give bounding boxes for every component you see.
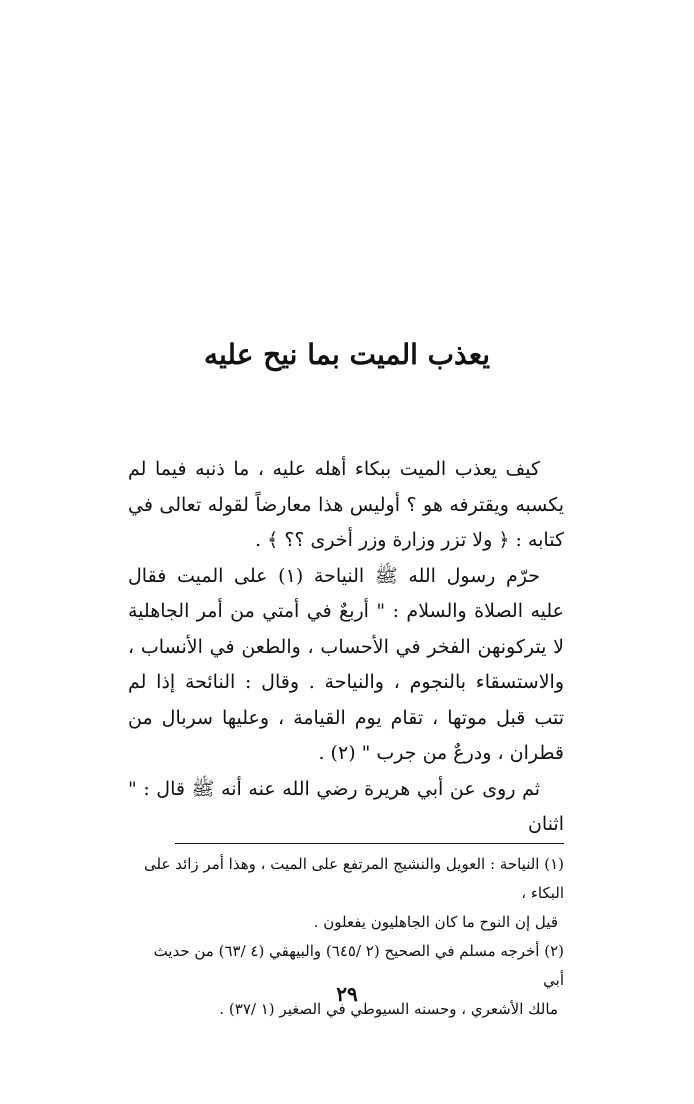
main-body [128, 452, 564, 843]
footnote-1-line-2: قيل إن النوح ما كان الجاهليون يفعلون . [313, 913, 558, 931]
paragraph-question: كيف يعذب الميت ببكاء أهله عليه ، ما ذنبه فيما لم يكسبه ويقترفه هو ؟ أوليس هذا معارضاً لقوله تعالى في كتابه : ﴿ ولا تزر وزارة وزر أخرى ؟؟ ﴾ . [128, 458, 564, 551]
footnote-divider [175, 843, 564, 844]
footnote-2-line-1: (٢) أخرجه مسلم في الصحيح (٢ /٦٤٥) والبيهقي (٤ /٦٣) من حديث أبي [153, 942, 564, 989]
paragraph-continuation: ثم روى عن أبي هريرة رضي الله عنه أنه ﷺ قال : " اثنان [128, 777, 564, 835]
footnote-1-line-1: (١) النياحة : العويل والنشيج المرتفع على الميت ، وهذا أمر زائد على البكاء ، [144, 855, 564, 902]
paragraph-hadith: حرّم رسول الله ﷺ النياحة (١) على الميت فقال عليه الصلاة والسلام : " أربعٌ في أمتي من أمر الجاهلية لا يتركونهن الفخر في الأحساب ، والطعن في الأنساب ، والاستسقاء بالنجوم ، والنياحة . وقال : النائحة إذا لم تتب قبل موتها ، تقام يوم القيامة ، وعليها سربال من قطران ، ودرعٌ من جرب " (٢) . [128, 564, 564, 764]
section-title: يعذب الميت بما نيح عليه [203, 338, 491, 371]
page-number: ٢٩ [336, 982, 358, 1006]
footnote-2-line-2: مالك الأشعري ، وحسنه السيوطي في الصغير (١ /٣٧) . [219, 1000, 558, 1018]
